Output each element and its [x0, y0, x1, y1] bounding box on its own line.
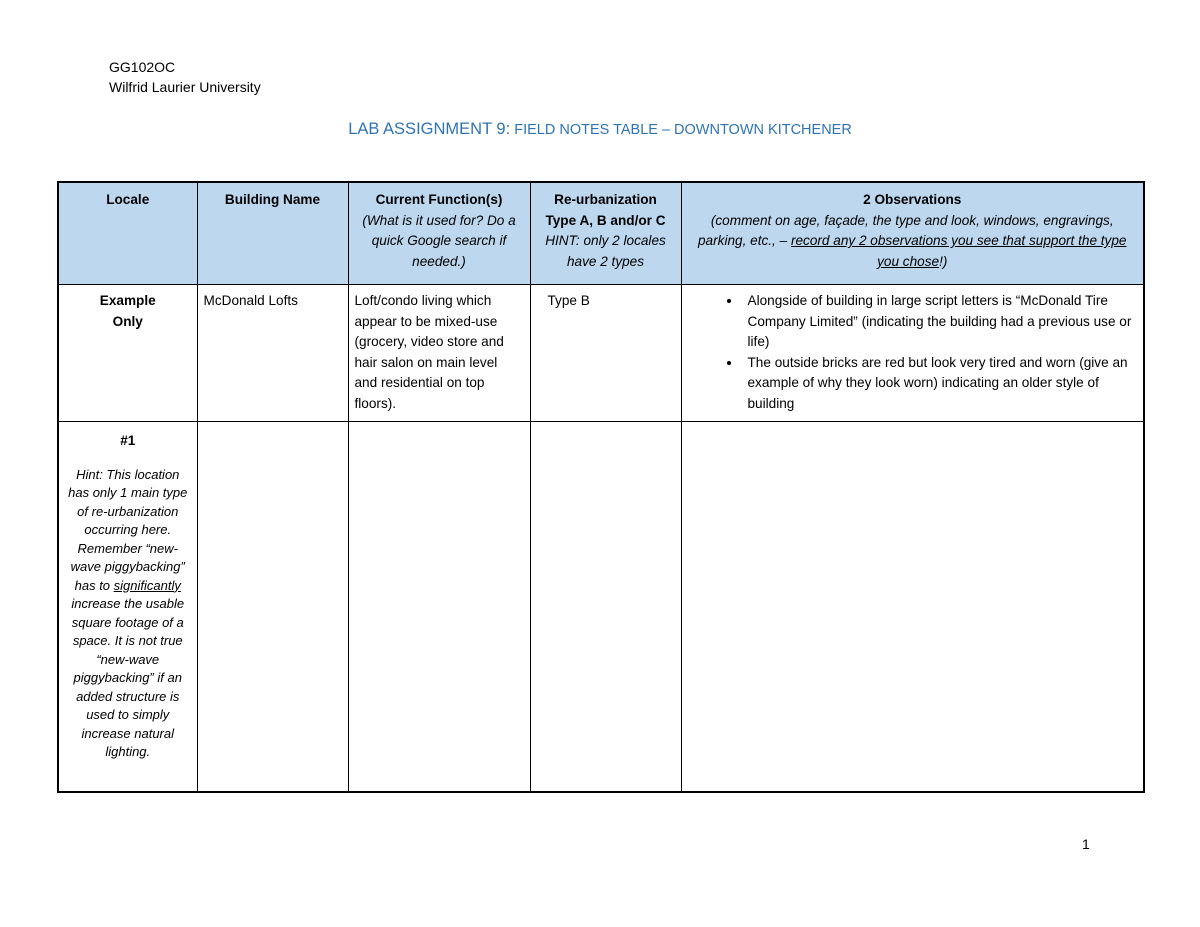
header-building-name: Building Name	[197, 182, 348, 285]
header-current-function: Current Function(s) (What is it used for? Do a quick Google search if needed.)	[348, 182, 530, 285]
header-observations: 2 Observations (comment on age, façade, the type and look, windows, engravings, parking, etc., – record any 2 observations you see that support the type you chose!)	[681, 182, 1144, 285]
page-number: 1	[1082, 836, 1090, 852]
example-locale: Example Only	[58, 285, 197, 422]
header-obs-underlined: record any 2 observations you see that support the type you chose	[790, 233, 1127, 269]
header-function-subtext: (What is it used for? Do a quick Google search if needed.)	[362, 212, 516, 269]
observation-item: • The outside bricks are red but look very tired and worn (give an example of why they look worn) indicating an older style of building	[742, 353, 1138, 415]
table-row-1	[58, 422, 1144, 793]
row1-locale	[58, 422, 197, 793]
row1-type[interactable]	[530, 422, 681, 793]
field-notes-table	[57, 181, 1145, 793]
course-code: GG102OC	[109, 59, 176, 75]
table-header-row	[58, 182, 1144, 285]
institution-name: Wilfrid Laurier University	[109, 79, 261, 95]
row1-building-name[interactable]	[197, 422, 348, 793]
observation-item: • Alongside of building in large script letters is “McDonald Tire Company Limited” (indicating the building had a previous use or life)	[742, 291, 1138, 353]
example-type: Type B	[530, 285, 681, 422]
header-reurb-hint: HINT: only 2 locales have 2 types	[545, 233, 666, 269]
header-obs-subtext: (comment on age, façade, the type and look, windows, engravings, parking, etc., –	[698, 212, 1114, 248]
title-rest: FIELD NOTES TABLE – DOWNTOWN KITCHENER	[510, 122, 852, 138]
example-building-name: McDonald Lofts	[197, 285, 348, 422]
row1-observations[interactable]	[681, 422, 1144, 793]
course-header	[109, 57, 261, 97]
example-observations	[681, 285, 1144, 422]
row1-number: #1	[120, 433, 136, 448]
title-prefix: LAB ASSIGNMENT 9:	[348, 120, 511, 138]
example-function: Loft/condo living which appear to be mixed-use (grocery, video store and hair salon on main level and residential on top floors).	[348, 285, 530, 422]
document-title	[0, 118, 1200, 141]
table-row-example	[58, 285, 1144, 422]
row1-function[interactable]	[348, 422, 530, 793]
row1-hint: Hint: This location has only 1 main type of re-urbanization occurring here. Remember “new-wave piggybacking” has to significantly increase the usable square footage of a space. It is not true “new-wave piggybacking” if an added structure is used to simply increase natural lighting.	[68, 466, 188, 759]
header-reurbanization: Re-urbanization Type A, B and/or C HINT: only 2 locales have 2 types	[530, 182, 681, 285]
header-locale: Locale	[58, 182, 197, 285]
